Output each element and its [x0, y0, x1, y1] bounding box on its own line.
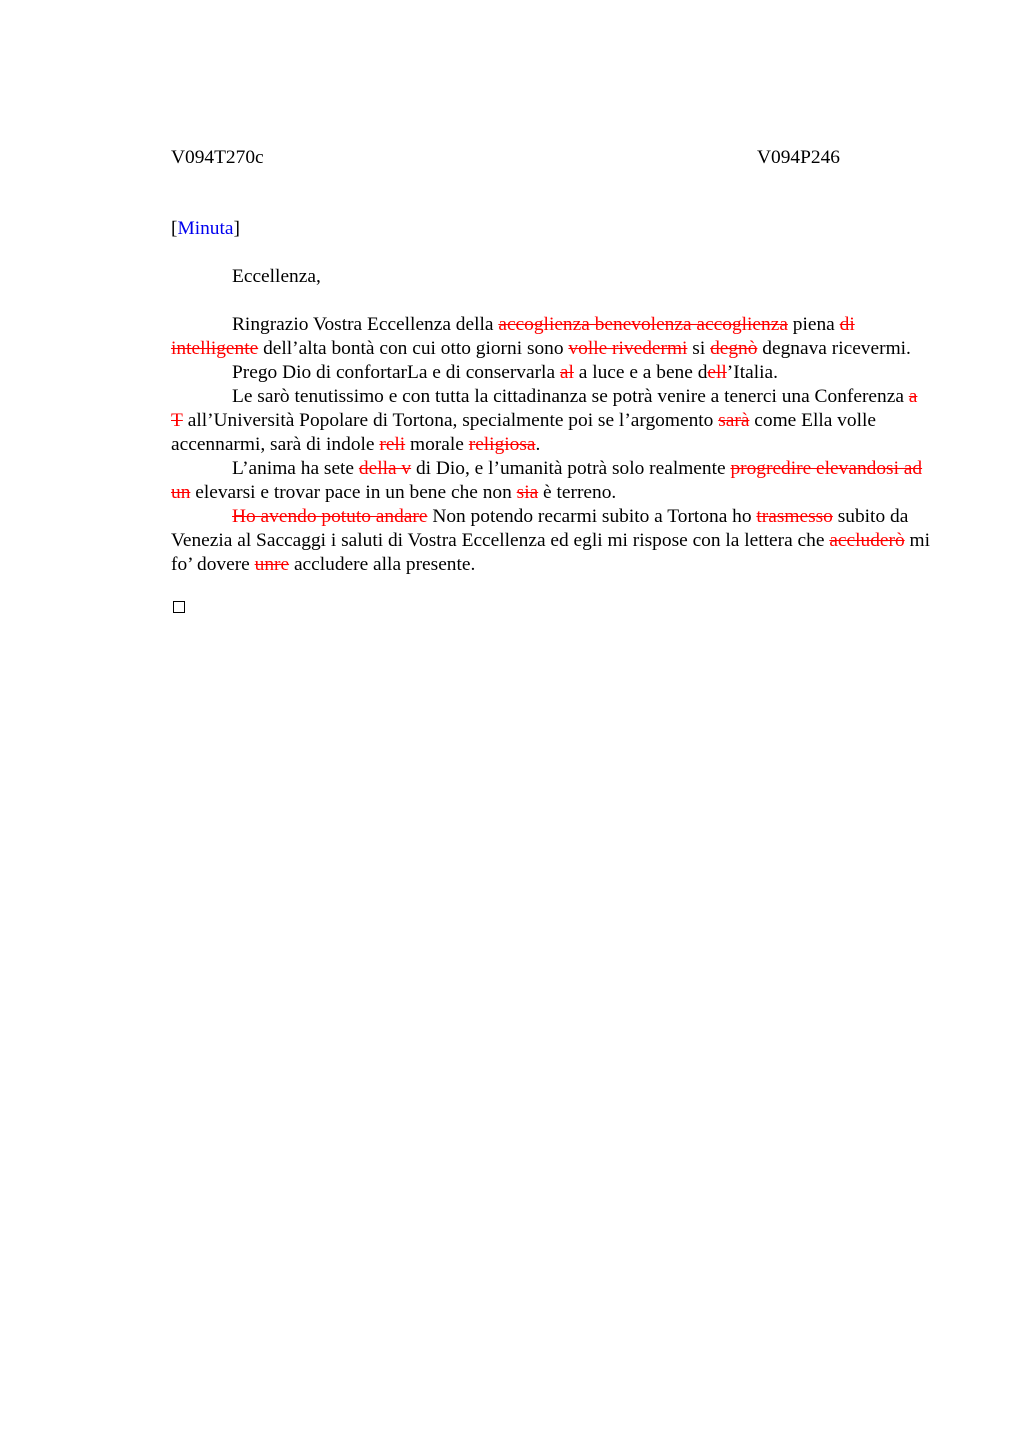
- deleted-text: ell: [707, 362, 727, 383]
- deleted-text: progredire elevandosi ad un: [171, 458, 923, 503]
- deleted-text: accoglienza benevolenza accoglienza: [498, 314, 788, 335]
- letter-paragraph: [171, 313, 931, 361]
- salutation: Eccellenza,: [232, 266, 321, 287]
- label-close-bracket: ]: [233, 218, 240, 239]
- paragraph-text: Prego Dio di confortarLa e di conservarla: [232, 362, 560, 383]
- paragraph-text: elevarsi e trovar pace in un bene che non: [190, 482, 517, 503]
- document-header: [171, 146, 931, 170]
- deleted-text: sarà: [718, 410, 750, 431]
- paragraph-text: Ringrazio Vostra Eccellenza della: [232, 314, 499, 335]
- paragraph-text: dell’alta bontà con cui otto giorni sono: [258, 338, 569, 359]
- paragraph-text: subito da Venezia al Saccaggi i saluti di Vostra Eccellenza ed egli mi rispose con la lettera che: [171, 506, 909, 551]
- deleted-text: degnò: [710, 338, 758, 359]
- letter-paragraph: [171, 457, 931, 505]
- paragraph-text: accludere alla presente.: [289, 554, 476, 575]
- label-open-bracket: [: [171, 218, 178, 239]
- paragraph-text: piena: [787, 314, 840, 335]
- deleted-text: della v: [358, 458, 412, 479]
- deleted-text: unre: [254, 554, 290, 575]
- document-page: [171, 146, 931, 613]
- deleted-text: al: [559, 362, 574, 383]
- paragraph-text: Non potendo recarmi subito a Tortona ho: [427, 506, 757, 527]
- deleted-text: a T: [171, 386, 918, 431]
- deleted-text: volle rivedermi: [568, 338, 688, 359]
- deleted-text: di intelligente: [171, 314, 855, 359]
- paragraph-text: ’Italia.: [726, 362, 778, 383]
- deleted-text: accluderò: [829, 530, 905, 551]
- paragraph-text: degnava ricevermi.: [757, 338, 911, 359]
- paragraph-text: .: [535, 434, 541, 455]
- letter-body: [171, 313, 931, 577]
- paragraph-text: come Ella volle accennarmi, sarà di indole: [171, 410, 876, 455]
- document-label: [171, 217, 931, 241]
- paragraph-text: all’Università Popolare di Tortona, specialmente poi se l’argomento: [182, 410, 719, 431]
- deleted-text: trasmesso: [756, 506, 833, 527]
- letter-paragraph: [171, 385, 931, 457]
- paragraph-text: Le sarò tenutissimo e con tutta la cittadinanza se potrà venire a tenerci una Conferenza: [232, 386, 909, 407]
- minuta-label: Minuta: [177, 218, 234, 239]
- letter-paragraph: [171, 361, 931, 385]
- deleted-text: sia: [516, 482, 539, 503]
- paragraph-text: a luce e a bene d: [573, 362, 708, 383]
- paragraph-text: è terreno.: [538, 482, 617, 503]
- letter-paragraph: [171, 505, 931, 577]
- paragraph-text: di Dio, e l’umanità potrà solo realmente: [411, 458, 731, 479]
- paragraph-text: mi fo’ dovere: [171, 530, 930, 575]
- deleted-text: reli: [379, 434, 406, 455]
- paragraph-text: L’anima ha sete: [232, 458, 359, 479]
- paragraph-text: si: [687, 338, 711, 359]
- deleted-text: religiosa: [468, 434, 536, 455]
- document-code-right: V094P246: [757, 147, 840, 168]
- paragraph-text: morale: [405, 434, 469, 455]
- empty-square-icon: [173, 601, 185, 613]
- deleted-text: Ho avendo potuto andare: [232, 506, 428, 527]
- document-code-left: V094T270c: [171, 147, 264, 168]
